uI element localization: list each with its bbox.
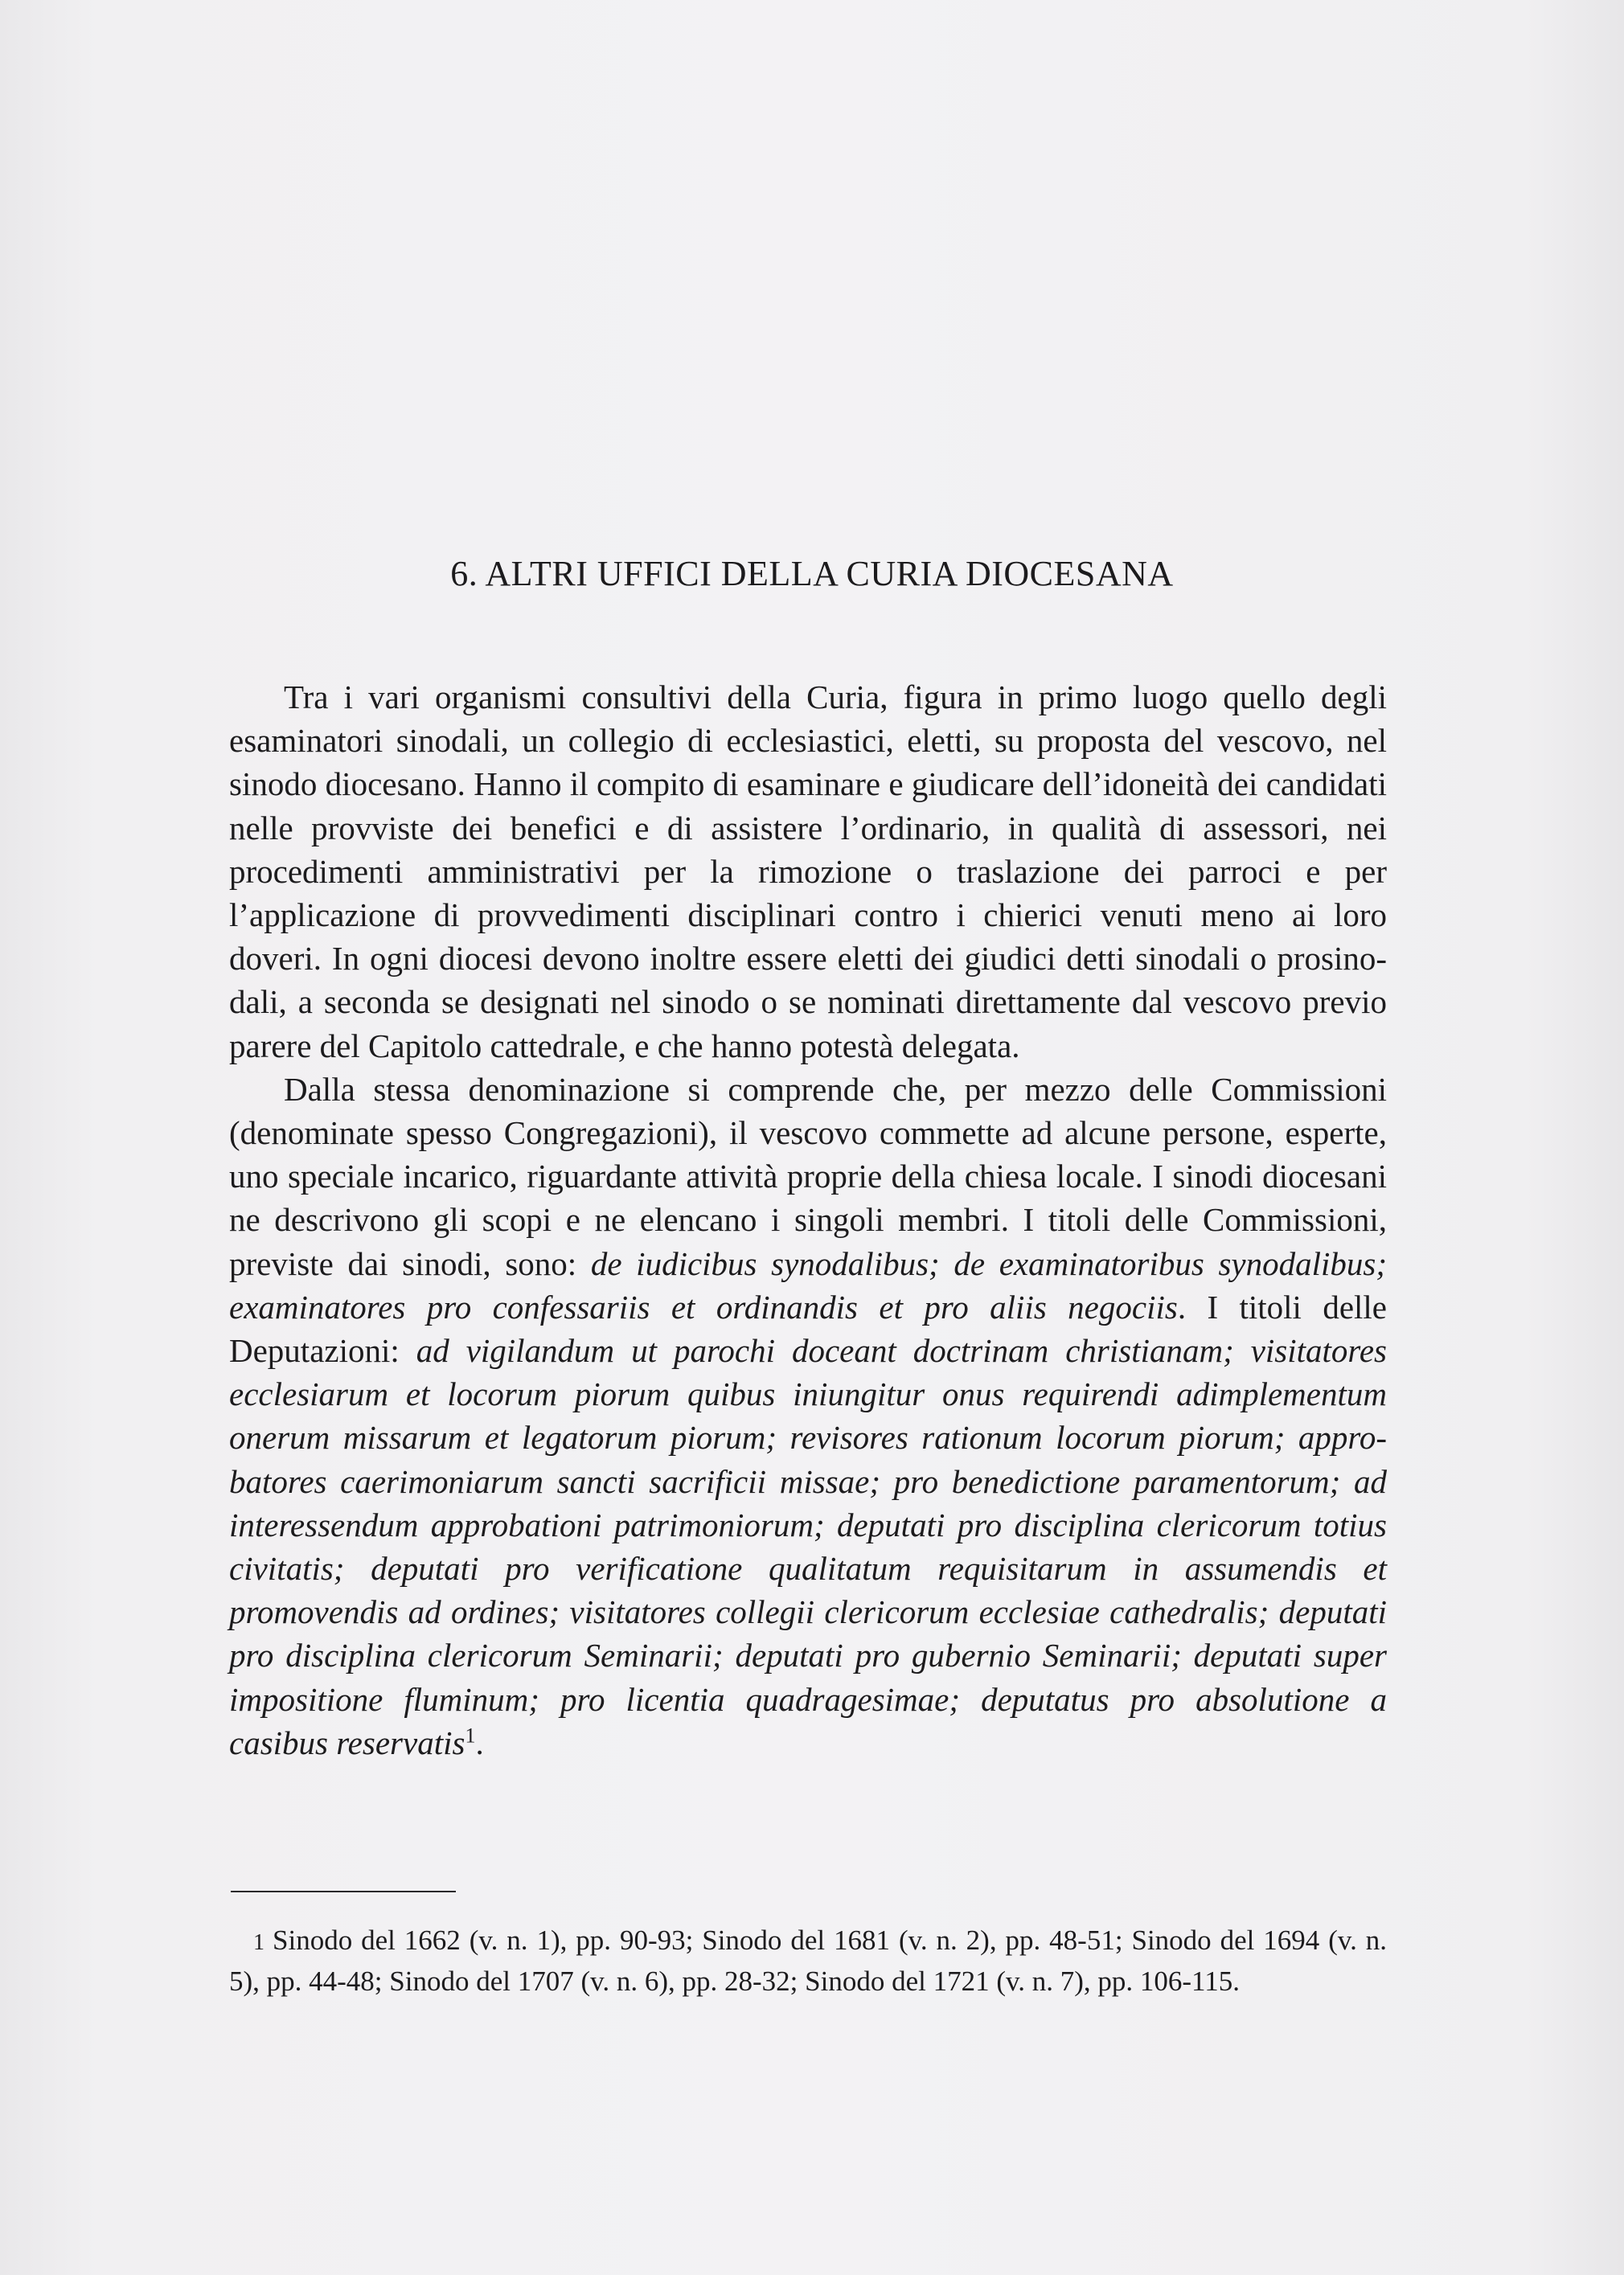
footnote-separator	[231, 1891, 456, 1892]
deputations-titles-italic: ad vigilandum ut parochi doceant doctrinam christianam; visitatores ecclesiarum et locorum piorum quibus iniungitur onus requirendi adimplementum onerum missarum et legatorum piorum; revisores rationum locorum piorum; approbatores caerimoniarum sancti sacrificii missae; pro benedictione paramentorum; ad interessendum approbationi patrimoniorum; deputati pro disciplina clericorum totius civitatis; deputati pro verificatione qualitatum requisitarum in assumendis et promovendis ad ordines; visitatores collegii clericorum ecclesiae cathedralis; deputati pro disciplina clericorum Seminarii; deputati pro gubernio Seminarii; deputati super impositione fluminum; pro licentia quadragesimae; deputatus pro absolutione a casibus reservatis	[229, 1332, 1387, 1761]
commissions-intro-text: Dalla stessa denominazione si comprende che, per mezzo delle Commissioni (denominate spesso Congregazioni), il vescovo commette ad alcune persone, esperte, uno speciale incarico, riguardante attività proprie della chiesa locale. I sinodi diocesani ne descrivono gli scopi e ne elencano i singoli membri. I titoli delle Commissioni, previste dai sinodi, sono:	[229, 1070, 1387, 1282]
section-heading: 6. ALTRI UFFICI DELLA CURIA DIOCESANA	[450, 554, 1174, 593]
footnote-reference: 1	[465, 1724, 476, 1748]
paragraph-end-punctuation: .	[475, 1724, 484, 1761]
footnote-text: Sinodo del 1662 (v. n. 1), pp. 90-93; Sinodo del 1681 (v. n. 2), pp. 48-51; Sinodo del 1694 (v. n. 5), pp. 44-48; Sinodo del 1707 (v. n. 6), pp. 28-32; Sinodo del 1721 (v. n. 7), pp. 106-115.	[229, 1925, 1387, 1997]
footnote-number: 1	[253, 1930, 265, 1955]
paragraph-examiners: Tra i vari organismi consultivi della Curia, figura in primo luogo quello degli esaminatori sinodali, un collegio di ecclesiastici, eletti, su proposta del vescovo, nel sinodo diocesano. Hanno il compito di esaminare e giudicare dell’idoneità dei candidati nelle provviste dei benefici e di assistere l’ordinario, in qualità di assessori, nei procedimenti amministrativi per la rimozione o traslazione dei parroci e per l’applicazione di provvedimenti disciplinari contro i chierici venuti meno ai loro doveri. In ogni diocesi devono inoltre essere eletti dei giudici detti sinodali o prosinodali, a seconda se designati nel sinodo o se nominati direttamente dal vescovo previo parere del Capitolo cattedrale, e che hanno potestà delegata.	[229, 678, 1387, 1064]
commissions-titles-italic: de iudicibus synodalibus; de examinatoribus synodalibus; examinatores pro confessariis et ordinandis et pro aliis negociis	[229, 1244, 1387, 1326]
body-text	[229, 675, 1387, 1765]
paragraph-commissions	[229, 1068, 1387, 1765]
deputations-intro-text: . I titoli delle Deputazioni:	[229, 1288, 1387, 1370]
footnote	[229, 1921, 1387, 2001]
